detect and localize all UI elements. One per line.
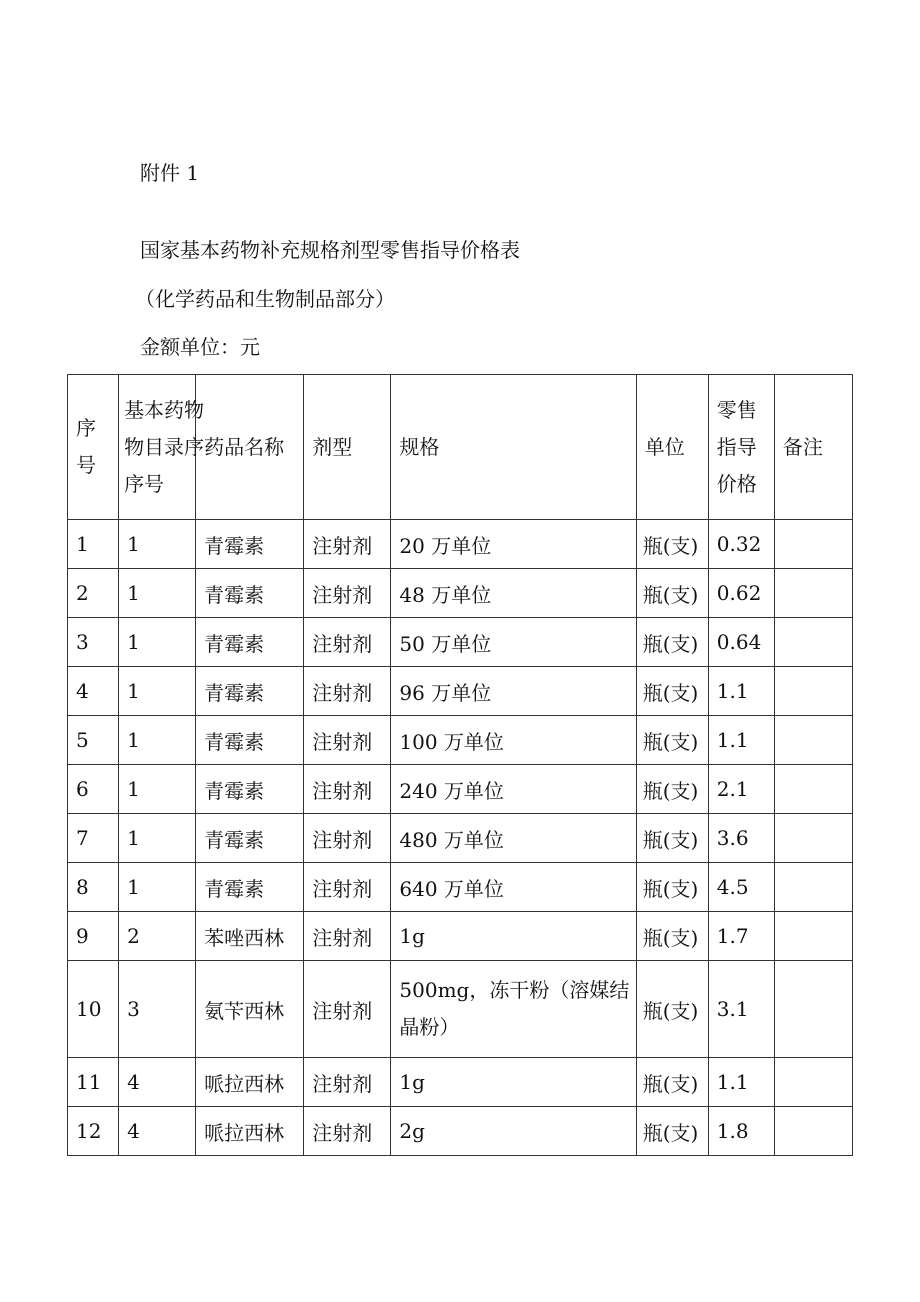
- cell-seq: 12: [68, 1107, 119, 1156]
- cell-drug-name: 青霉素: [196, 569, 304, 618]
- cell-dosage-form: 注射剂: [304, 618, 391, 667]
- cell-seq: 9: [68, 912, 119, 961]
- cell-dosage-form: 注射剂: [304, 716, 391, 765]
- cell-drug-name: 青霉素: [196, 667, 304, 716]
- cell-catalog-no: 1: [119, 863, 196, 912]
- cell-seq: 4: [68, 667, 119, 716]
- cell-seq: 1: [68, 520, 119, 569]
- cell-unit: 瓶(支): [636, 765, 708, 814]
- cell-unit: 瓶(支): [636, 667, 708, 716]
- document-title: 国家基本药物补充规格剂型零售指导价格表: [140, 238, 520, 262]
- cell-unit: 瓶(支): [636, 912, 708, 961]
- cell-unit: 瓶(支): [636, 1058, 708, 1107]
- table-row: [68, 1107, 853, 1156]
- header-drug-name: 药品名称: [196, 375, 304, 520]
- cell-drug-name: 氨苄西林: [196, 961, 304, 1058]
- cell-seq: 7: [68, 814, 119, 863]
- cell-catalog-no: 1: [119, 618, 196, 667]
- cell-drug-name: 哌拉西林: [196, 1107, 304, 1156]
- cell-spec: 96 万单位: [391, 667, 636, 716]
- cell-retail-price: 3.1: [708, 961, 774, 1058]
- cell-retail-price: 0.64: [708, 618, 774, 667]
- header-seq: 序 号: [68, 375, 119, 520]
- cell-catalog-no: 1: [119, 716, 196, 765]
- cell-dosage-form: 注射剂: [304, 863, 391, 912]
- cell-unit: 瓶(支): [636, 814, 708, 863]
- cell-dosage-form: 注射剂: [304, 569, 391, 618]
- cell-dosage-form: 注射剂: [304, 667, 391, 716]
- table-row: [68, 716, 853, 765]
- cell-retail-price: 1.1: [708, 1058, 774, 1107]
- cell-retail-price: 1.1: [708, 716, 774, 765]
- cell-spec: 100 万单位: [391, 716, 636, 765]
- cell-note: [774, 1058, 852, 1107]
- cell-spec: 1g: [391, 912, 636, 961]
- cell-spec: 2g: [391, 1107, 636, 1156]
- cell-seq: 2: [68, 569, 119, 618]
- currency-unit-note: 金额单位：元: [140, 335, 260, 359]
- table-header-row: [68, 375, 853, 520]
- cell-seq: 5: [68, 716, 119, 765]
- cell-dosage-form: 注射剂: [304, 961, 391, 1058]
- cell-catalog-no: 1: [119, 667, 196, 716]
- cell-catalog-no: 1: [119, 814, 196, 863]
- cell-spec: 1g: [391, 1058, 636, 1107]
- cell-unit: 瓶(支): [636, 961, 708, 1058]
- table-row: [68, 912, 853, 961]
- table-row: [68, 667, 853, 716]
- cell-note: [774, 569, 852, 618]
- cell-seq: 6: [68, 765, 119, 814]
- header-retail-price: 零售 指导 价格: [708, 375, 774, 520]
- cell-dosage-form: 注射剂: [304, 765, 391, 814]
- cell-note: [774, 863, 852, 912]
- cell-catalog-no: 1: [119, 765, 196, 814]
- cell-spec: 640 万单位: [391, 863, 636, 912]
- cell-spec: 240 万单位: [391, 765, 636, 814]
- attachment-label: 附件 1: [140, 161, 200, 185]
- table-row: [68, 1058, 853, 1107]
- cell-drug-name: 哌拉西林: [196, 1058, 304, 1107]
- table-row: [68, 520, 853, 569]
- document-subtitle: （化学药品和生物制品部分）: [135, 287, 395, 311]
- cell-note: [774, 716, 852, 765]
- header-dosage-form: 剂型: [304, 375, 391, 520]
- table-row: [68, 569, 853, 618]
- cell-drug-name: 青霉素: [196, 863, 304, 912]
- table-row: [68, 961, 853, 1058]
- cell-spec: 50 万单位: [391, 618, 636, 667]
- cell-retail-price: 1.7: [708, 912, 774, 961]
- cell-retail-price: 4.5: [708, 863, 774, 912]
- price-table: [67, 374, 853, 1156]
- cell-dosage-form: 注射剂: [304, 520, 391, 569]
- header-spec: 规格: [391, 375, 636, 520]
- cell-catalog-no: 1: [119, 569, 196, 618]
- cell-catalog-no: 3: [119, 961, 196, 1058]
- cell-drug-name: 苯唑西林: [196, 912, 304, 961]
- cell-unit: 瓶(支): [636, 569, 708, 618]
- table-row: [68, 765, 853, 814]
- cell-retail-price: 0.62: [708, 569, 774, 618]
- cell-drug-name: 青霉素: [196, 618, 304, 667]
- cell-dosage-form: 注射剂: [304, 814, 391, 863]
- cell-retail-price: 1.8: [708, 1107, 774, 1156]
- cell-note: [774, 912, 852, 961]
- cell-drug-name: 青霉素: [196, 814, 304, 863]
- cell-spec: 480 万单位: [391, 814, 636, 863]
- cell-seq: 10: [68, 961, 119, 1058]
- cell-catalog-no: 4: [119, 1107, 196, 1156]
- cell-dosage-form: 注射剂: [304, 1058, 391, 1107]
- header-unit: 单位: [636, 375, 708, 520]
- cell-note: [774, 961, 852, 1058]
- cell-seq: 3: [68, 618, 119, 667]
- cell-seq: 11: [68, 1058, 119, 1107]
- cell-note: [774, 618, 852, 667]
- cell-drug-name: 青霉素: [196, 716, 304, 765]
- cell-spec: 500mg，冻干粉（溶媒结晶粉）: [391, 961, 636, 1058]
- cell-spec: 20 万单位: [391, 520, 636, 569]
- table-row: [68, 814, 853, 863]
- cell-dosage-form: 注射剂: [304, 1107, 391, 1156]
- cell-unit: 瓶(支): [636, 863, 708, 912]
- cell-retail-price: 3.6: [708, 814, 774, 863]
- cell-note: [774, 814, 852, 863]
- cell-catalog-no: 4: [119, 1058, 196, 1107]
- cell-unit: 瓶(支): [636, 618, 708, 667]
- cell-catalog-no: 2: [119, 912, 196, 961]
- cell-dosage-form: 注射剂: [304, 912, 391, 961]
- cell-retail-price: 0.32: [708, 520, 774, 569]
- cell-note: [774, 520, 852, 569]
- header-note: 备注: [774, 375, 852, 520]
- cell-spec: 48 万单位: [391, 569, 636, 618]
- cell-note: [774, 667, 852, 716]
- header-catalog-no: 基本药物 物目录序 序号: [119, 375, 196, 520]
- cell-note: [774, 1107, 852, 1156]
- table-row: [68, 618, 853, 667]
- cell-retail-price: 1.1: [708, 667, 774, 716]
- cell-unit: 瓶(支): [636, 1107, 708, 1156]
- cell-retail-price: 2.1: [708, 765, 774, 814]
- cell-unit: 瓶(支): [636, 716, 708, 765]
- cell-unit: 瓶(支): [636, 520, 708, 569]
- cell-note: [774, 765, 852, 814]
- cell-drug-name: 青霉素: [196, 520, 304, 569]
- table-row: [68, 863, 853, 912]
- cell-seq: 8: [68, 863, 119, 912]
- cell-catalog-no: 1: [119, 520, 196, 569]
- cell-drug-name: 青霉素: [196, 765, 304, 814]
